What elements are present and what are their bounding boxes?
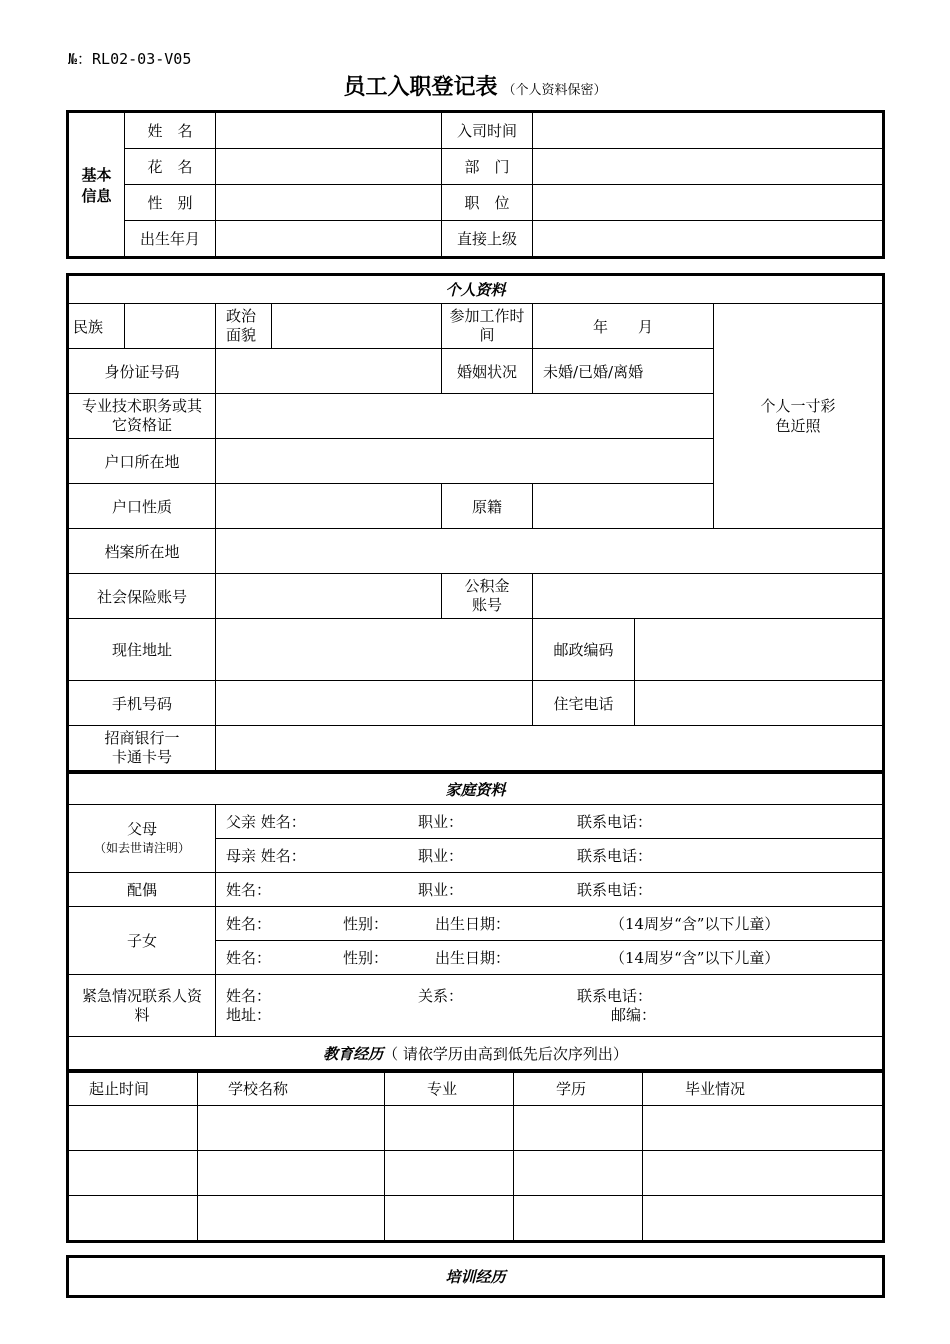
- row-child-1[interactable]: [216, 907, 883, 941]
- parents-title: 父母: [126, 819, 157, 838]
- edu-cell[interactable]: [643, 1151, 883, 1196]
- label-emergency: 紧急情况联系人资料: [69, 975, 216, 1037]
- personal-header: 个人资料: [69, 276, 883, 304]
- field-position[interactable]: [533, 185, 883, 221]
- child1-birth-label: 出生日期：: [435, 915, 511, 933]
- education-table: [68, 1071, 883, 1241]
- table-row: [69, 1106, 883, 1151]
- emergency-phone-label: 联系电话：: [577, 986, 653, 1005]
- label-home-phone: 住宅电话: [533, 681, 635, 726]
- edu-cell[interactable]: [643, 1106, 883, 1151]
- edu-cell[interactable]: [643, 1196, 883, 1241]
- basic-section-label: 基本 信息: [69, 113, 125, 257]
- personal-info-table: [68, 275, 883, 771]
- child1-gender-label: 性别：: [343, 915, 389, 933]
- label-parents: [69, 805, 216, 873]
- photo-box: 个人一寸彩色近照: [714, 304, 883, 529]
- label-ethnicity: 民族: [69, 304, 125, 349]
- father-name-label: 父亲 姓名：: [226, 813, 306, 831]
- field-political[interactable]: [272, 304, 442, 349]
- document-code: №：RL02-03-V05: [68, 50, 192, 68]
- emergency-relation-label: 关系：: [418, 986, 464, 1005]
- row-child-2[interactable]: [216, 941, 883, 975]
- edu-cell[interactable]: [385, 1106, 514, 1151]
- edu-cell[interactable]: [69, 1196, 198, 1241]
- child1-name-label: 姓名：: [226, 915, 272, 933]
- edu-col-school: 学校名称: [198, 1072, 385, 1106]
- label-social-insurance: 社会保险账号: [69, 574, 216, 619]
- label-join-date: 入司时间: [442, 113, 533, 149]
- label-address: 现住地址: [69, 619, 216, 681]
- table-row: [69, 1196, 883, 1241]
- child1-note: （14周岁“含”以下儿童）: [610, 915, 780, 933]
- label-gender: 性 别: [125, 185, 216, 221]
- parents-note: （如去世请注明）: [93, 840, 190, 855]
- field-work-start[interactable]: 年 月: [533, 304, 714, 349]
- mother-job-label: 职业：: [418, 847, 464, 865]
- edu-cell[interactable]: [514, 1106, 643, 1151]
- label-spouse: 配偶: [69, 873, 216, 907]
- edu-col-graduation: 毕业情况: [643, 1072, 883, 1106]
- label-birth: 出生年月: [125, 221, 216, 257]
- edu-col-major: 专业: [385, 1072, 514, 1106]
- family-header: 家庭资料: [69, 774, 883, 805]
- field-supervisor[interactable]: [533, 221, 883, 257]
- edu-col-degree: 学历: [514, 1072, 643, 1106]
- edu-cell[interactable]: [514, 1196, 643, 1241]
- label-department: 部 门: [442, 149, 533, 185]
- row-mother[interactable]: [216, 839, 883, 873]
- field-native-place[interactable]: [533, 484, 714, 529]
- emergency-name-label: 姓名：: [226, 986, 272, 1005]
- edu-cell[interactable]: [198, 1106, 385, 1151]
- field-hukou-location[interactable]: [216, 439, 714, 484]
- field-archive[interactable]: [216, 529, 883, 574]
- father-job-label: 职业：: [418, 813, 464, 831]
- label-position: 职 位: [442, 185, 533, 221]
- field-join-date[interactable]: [533, 113, 883, 149]
- label-marital: 婚姻状况: [442, 349, 533, 394]
- field-address[interactable]: [216, 619, 533, 681]
- label-children: 子女: [69, 907, 216, 975]
- edu-cell[interactable]: [69, 1106, 198, 1151]
- row-spouse[interactable]: [216, 873, 883, 907]
- edu-col-period: 起止时间: [69, 1072, 198, 1106]
- label-archive: 档案所在地: [69, 529, 216, 574]
- field-social-insurance[interactable]: [216, 574, 442, 619]
- field-marital[interactable]: 未婚/已婚/离婚: [533, 349, 714, 394]
- label-bank-card: 招商银行一卡通卡号: [69, 726, 216, 771]
- field-home-phone[interactable]: [635, 681, 883, 726]
- field-department[interactable]: [533, 149, 883, 185]
- field-bank-card[interactable]: [216, 726, 883, 771]
- field-alias[interactable]: [216, 149, 442, 185]
- emergency-address-label: 地址：: [226, 1005, 272, 1024]
- field-qualification[interactable]: [216, 394, 714, 439]
- label-mobile: 手机号码: [69, 681, 216, 726]
- child2-gender-label: 性别：: [343, 949, 389, 967]
- field-name[interactable]: [216, 113, 442, 149]
- field-birth[interactable]: [216, 221, 442, 257]
- label-postcode: 邮政编码: [533, 619, 635, 681]
- label-supervisor: 直接上级: [442, 221, 533, 257]
- child2-note: （14周岁“含”以下儿童）: [610, 949, 780, 967]
- field-mobile[interactable]: [216, 681, 533, 726]
- label-qualification: 专业技术职务或其它资格证: [69, 394, 216, 439]
- field-hukou-type[interactable]: [216, 484, 442, 529]
- family-education-table: [68, 773, 883, 1071]
- field-gender[interactable]: [216, 185, 442, 221]
- education-note: （ 请依学历由高到低先后次序列出）: [383, 1045, 628, 1063]
- label-native-place: 原籍: [442, 484, 533, 529]
- field-ethnicity[interactable]: [125, 304, 216, 349]
- spouse-job-label: 职业：: [418, 881, 464, 899]
- education-header-row: [69, 1037, 883, 1071]
- mother-phone-label: 联系电话：: [577, 847, 653, 865]
- label-hukou-type: 户口性质: [69, 484, 216, 529]
- training-header: 培训经历: [69, 1258, 883, 1296]
- field-id-number[interactable]: [216, 349, 442, 394]
- father-phone-label: 联系电话：: [577, 813, 653, 831]
- label-work-start: 参加工作时间: [442, 304, 533, 349]
- row-emergency[interactable]: [216, 975, 883, 1037]
- label-id-number: 身份证号码: [69, 349, 216, 394]
- label-hukou-location: 户口所在地: [69, 439, 216, 484]
- field-postcode[interactable]: [635, 619, 883, 681]
- form-title-block: [0, 70, 950, 101]
- edu-cell[interactable]: [69, 1151, 198, 1196]
- label-political: 政治面貌: [216, 304, 272, 349]
- label-name: 姓 名: [125, 113, 216, 149]
- form-title-note: （个人资料保密）: [502, 83, 607, 98]
- edu-cell[interactable]: [385, 1151, 514, 1196]
- spouse-name-label: 姓名：: [226, 881, 272, 899]
- education-header: 教育经历: [323, 1045, 384, 1063]
- label-housing-fund: 公积金账号: [442, 574, 533, 619]
- emergency-zip-label: 邮编：: [611, 1005, 657, 1024]
- row-father[interactable]: [216, 805, 883, 839]
- child2-birth-label: 出生日期：: [435, 949, 511, 967]
- spouse-phone-label: 联系电话：: [577, 881, 653, 899]
- edu-cell[interactable]: [198, 1151, 385, 1196]
- edu-cell[interactable]: [385, 1196, 514, 1241]
- table-row: [69, 1151, 883, 1196]
- field-housing-fund[interactable]: [533, 574, 883, 619]
- mother-name-label: 母亲 姓名：: [226, 847, 306, 865]
- form-title: 员工入职登记表: [343, 75, 498, 100]
- edu-cell[interactable]: [198, 1196, 385, 1241]
- training-table: [68, 1257, 883, 1296]
- edu-cell[interactable]: [514, 1151, 643, 1196]
- label-alias: 花 名: [125, 149, 216, 185]
- basic-info-table: [68, 112, 883, 257]
- child2-name-label: 姓名：: [226, 949, 272, 967]
